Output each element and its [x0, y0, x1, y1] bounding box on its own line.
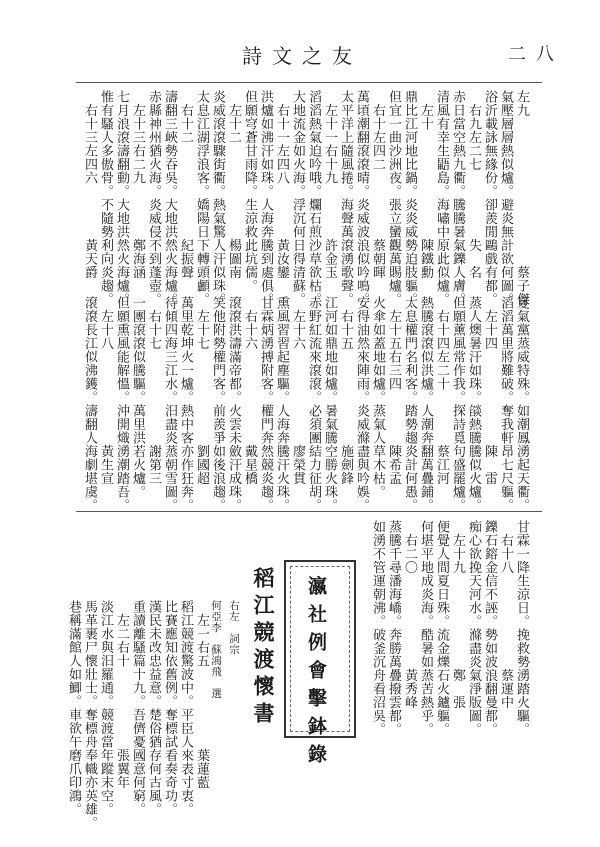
text-column: 但宜一曲沙洲夜。張立蠻觀萬賜爐。 — [386, 90, 401, 306]
text-column: 但願熏風能解慍。沖開熾湧潮踏吾。 — [114, 296, 129, 512]
text-column: 待傾四海三江水。汨盡炎蒸朝雪圖。 — [162, 296, 177, 512]
text-column: 左二右十 張翼年 — [114, 600, 129, 789]
text-column: 江河如鼎地如爐。暑氣騰空勝火珠。 — [322, 296, 337, 512]
text-column: 左十六 廖榮貫 — [290, 296, 305, 485]
text-column: 鑠石鎔金信不誣。勢如波浪翻曼都。 — [482, 520, 497, 736]
text-column: 蒸騰千尋潘海嶠。奔勝萬疊撥雲都。 — [386, 520, 401, 736]
text-column: 左十七 劉國超 — [194, 296, 209, 485]
text-column: 巷稱滿館人如鯽。車欲午磨爪印鴻。 — [66, 600, 81, 816]
text-column: 右十三左四六 黃天爵 — [82, 90, 97, 279]
text-column: 左九 蔡子傑 — [514, 90, 529, 306]
text-column: 火傘如蓋地如爐。蒸氣人草木枯。 — [370, 296, 385, 499]
text-column: 比賽應知依舊例。奪標試看奏奇功。 — [162, 600, 177, 816]
text-column: 右十二 紀振聲 — [178, 90, 193, 279]
text-column: 滾滾長江似沸鑊。濤翻人海劇堪虞。 — [82, 296, 97, 512]
text-column: 浴沂載詠無緣份。卻羨閒鷗戲有都。 — [482, 90, 497, 306]
text-column: 甘霖炳湧搏附客。權門奔然競炎趨。 — [258, 296, 273, 512]
text-column: 萬里乾坤火一爐。熱中客亦作狂奔。 — [178, 296, 193, 512]
text-column: 右十左四二 蔡朝暉 — [370, 90, 385, 279]
text-column: 何堪平地成炎海。酷暑如蒸苦熱乎。 — [418, 520, 433, 736]
text-column: 熏風習習起塵驅。人海奔騰汗火珠。 — [274, 296, 289, 512]
text-column: 夏氣黨蒸威特殊。如潮鳳湧起天衢。 — [514, 296, 529, 512]
text-column: 左十五右三四 陳希孟 — [386, 296, 401, 485]
text-column: 甘霖一降生涼日。挽救勢湧踏火驅。 — [514, 520, 529, 736]
text-column: 稻江競渡驚波中。平臣人來表寸衷。 — [178, 600, 193, 816]
page-number: 二八 — [508, 44, 564, 65]
text-column: 右十六 戴星橋 — [242, 296, 257, 485]
text-column: 滾滾洪濤滿帝都。火雲未斂汗成珠。 — [226, 296, 241, 512]
text-column: 右十四左二十 蔡江河 — [434, 296, 449, 485]
poem-title: 稻江競渡懷書 — [251, 567, 276, 729]
text-column: 右二〇 黃秀峰 — [402, 520, 417, 709]
text-column: 笑他附勢權門客。前羨爭如後浪趨。 — [210, 296, 225, 512]
text-column: 鼎比江河地比鍋。炎炎威勢迫肢軀。 — [402, 90, 417, 306]
text-column: 右十一左四八 黃汝鑾 — [274, 90, 289, 279]
text-column: 滔滔熱氣迫吟哦。爛石煎沙草欲枯。 — [306, 90, 321, 306]
text-column: 右十五 施劍鋒 — [338, 296, 353, 485]
text-column: 左十二 楊圖南 — [226, 90, 241, 279]
text-column: 太息江湖浮浪客。嬌陽日下轉頭顱。 — [194, 90, 209, 306]
text-column: 炎威滾滾驟街衢。熱氣驚人汗似珠。 — [210, 90, 225, 306]
text-column: 赤縣神州猶火海。炎威侵不到蓬壺。 — [146, 90, 161, 306]
text-column: 左十九 鄭 張 — [450, 520, 465, 709]
text-column: 清風有幸生鼯島。海嘯中原此似爐。 — [434, 90, 449, 306]
text-column: 洪爐如沸汗如珠。人海奔騰到處俱。 — [258, 90, 273, 306]
text-column: 左十三右二九 鄭海涵 — [130, 90, 145, 279]
text-column: 右十七 謝第三 — [146, 296, 161, 485]
text-column: 便覺人間夏日殊。流金爍石火鑪軀。 — [434, 520, 449, 736]
text-column: 赤野紅流來滾滾。必須團結力征胡。 — [306, 296, 321, 512]
text-column: 熱騰滾滾似洪爐。人潮奔翻萬疊鋪。 — [418, 296, 433, 512]
text-column: 重讀離騷篇十九。吾儕憂國意何窮。 — [130, 600, 145, 816]
section-title: 瀛社例會擊鉢錄 — [305, 576, 327, 772]
text-column: 一團滾滾似騰驅。萬里洪若火爐。 — [130, 296, 145, 499]
text-column: 痴心欲挽天河水。滌盡炎氣淨版圖。 — [466, 520, 481, 736]
text-column: 氣壓層層熱似爐。避炎無計欲何圖。 — [498, 90, 513, 306]
text-column: 太平洋上隨風捲。海聲萬滾湧歌聲。 — [338, 90, 353, 306]
text-column: 但願薰風常作我。探詩覓句盛罷爐。 — [450, 296, 465, 512]
text-column: 七月浪滾濤翻動。大地洪然火海爐。 — [114, 90, 129, 306]
text-column: 大地流金如火海。浮沉何日得清蘇。 — [290, 90, 305, 306]
text-column: 安得油然來陣雨。炎威滌盡與吟娛。 — [354, 296, 369, 512]
text-column: 淡江水與汨羅通。競渡當年蹤末空。 — [98, 600, 113, 816]
judges-label: 右左 詞宗 — [228, 600, 240, 655]
text-column: 左十四 陳 雷 — [482, 296, 497, 485]
divider — [76, 82, 542, 83]
text-column: 左十一右十九 許金玉 — [322, 90, 337, 279]
text-column: 惟有騷人多傲骨。不隨勢利向炎趨。 — [98, 90, 113, 306]
text-column: 萬頃潮翻滾滾晴。炎威波浪似吟鳴。 — [354, 90, 369, 306]
text-column: 赤日當空熱九衢。騰騰暑氣鑠人膚。 — [450, 90, 465, 306]
text-column: 濤翻三峽勢吞吳。大地洪然火海爐。 — [162, 90, 177, 306]
text-column: 滔滔萬里將難破。奪我軒昂七尺軀。 — [498, 296, 513, 512]
text-column: 左十八 黃生宣 — [98, 296, 113, 485]
text-column: 太息權門名利客。踏勢趨炎計何愚。 — [402, 296, 417, 512]
text-column: 漢民未改忠益意。楚俗猶存何古風。 — [146, 600, 161, 816]
page-title: 詩文之友 — [242, 44, 362, 68]
text-column: 馬革裹尸懷壯士。奪標舟奉幟亦英雄。 — [82, 600, 97, 830]
text-column: 左一右五 葉蓮藍 — [194, 600, 209, 789]
text-column: 右十八 蔡運中 — [498, 520, 513, 709]
text-column: 如湧不管運朝沸。破釜沉舟看沼吳。 — [370, 520, 385, 736]
judges-names: 何亞李 蘇鴻飛 選 — [210, 600, 222, 699]
text-column: 右九左二七 失 名 — [466, 90, 481, 279]
section-title-box — [284, 560, 356, 772]
text-column: 左十 陳鐵勳 — [418, 90, 433, 279]
text-column: 蒸人燠暑汗如珠。燄熱騰騰似火爐。 — [466, 296, 481, 512]
text-column: 但願穹蒼甘雨降。生涼救此坑儒。 — [242, 90, 257, 293]
